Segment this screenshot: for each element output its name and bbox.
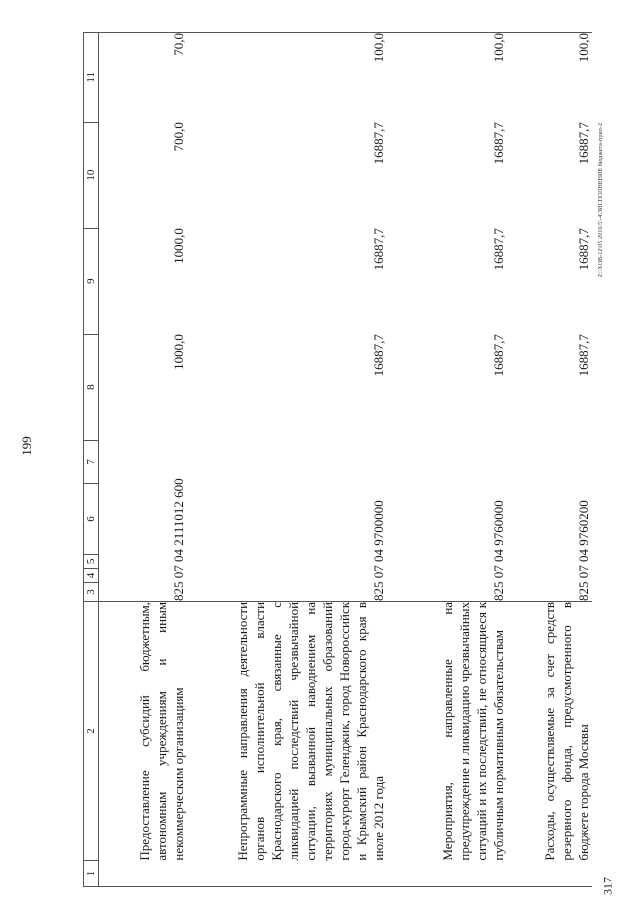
row-col9: 16887,7 xyxy=(370,228,386,271)
page-number-top: 199 xyxy=(19,436,34,456)
column-header-10: 10 xyxy=(84,122,99,228)
column-header-7: 7 xyxy=(84,440,99,484)
column-header-4: 4 xyxy=(84,568,99,582)
column-header-2: 2 xyxy=(84,601,99,860)
table-row xyxy=(507,33,592,887)
table-row xyxy=(99,33,187,887)
row-col9: 16887,7 xyxy=(575,228,591,271)
footer-file-code: Z:\XOB-12\05 2016\5\-4\3ИСПОЛНЕНИЕ бюджета-прил-2 xyxy=(598,122,604,278)
table-row xyxy=(387,33,507,887)
row-col8: 16887,7 xyxy=(370,334,386,377)
row-description: Расходы, осуществляемые за счет средств резервного фонда, предусмотренного в бюджете города Москвы xyxy=(507,601,592,860)
budget-table xyxy=(83,32,592,887)
table-container xyxy=(83,32,591,887)
column-header-3: 3 xyxy=(84,583,99,602)
row-col10: 16887,7 xyxy=(490,122,506,165)
row-col11: 100,0 xyxy=(507,33,592,123)
row-col8: 16887,7 xyxy=(575,334,591,377)
row-description: Предоставление субсидий бюджетным, автономным учреждениям и иным некоммерческим организациям xyxy=(99,601,187,860)
column-header-9: 9 xyxy=(84,228,99,334)
row-col9: 1000,0 xyxy=(170,228,186,264)
column-header-11: 11 xyxy=(84,33,99,123)
row-codes: 825 07 04 9760000 xyxy=(490,500,506,601)
row-col8: 16887,7 xyxy=(490,334,506,377)
row-col10: 700,0 xyxy=(170,122,186,152)
row-col11: 70,0 xyxy=(99,33,187,123)
row-col11: 100,0 xyxy=(387,33,507,123)
page-number-bottom: 317 xyxy=(600,877,615,895)
row-description: Мероприятия, направленные на предупреждение и ликвидацию чрезвычайных ситуаций и их последствий, не относящиеся к публичным нормативным обязательствам xyxy=(387,601,507,860)
row-col11: 100,0 xyxy=(187,33,387,123)
row-codes: 825 07 04 9760200 xyxy=(575,500,591,601)
column-header-6: 6 xyxy=(84,484,99,555)
row-codes: 825 07 04 2111012 600 xyxy=(170,478,186,601)
row-col8: 1000,0 xyxy=(170,334,186,370)
column-header-8: 8 xyxy=(84,334,99,440)
row-col9: 16887,7 xyxy=(490,228,506,271)
table-row xyxy=(187,33,387,887)
column-number-row xyxy=(84,33,99,887)
row-codes: 825 07 04 9700000 xyxy=(370,500,386,601)
row-col10: 16887,7 xyxy=(370,122,386,165)
column-header-1: 1 xyxy=(84,861,99,887)
row-description: Непрограммные направления деятельности органов исполнительной власти Краснодарского края, связанные с ликвидацией последствий чрезвычайной ситуации, вызванной наводнением на территориях муниципальных образований город-курорт Геленджик, город Новороссийск и Крымский район Краснодарского края в июле 2012 года xyxy=(187,601,387,860)
row-col10: 16887,7 xyxy=(575,122,591,165)
column-header-5: 5 xyxy=(84,554,99,568)
